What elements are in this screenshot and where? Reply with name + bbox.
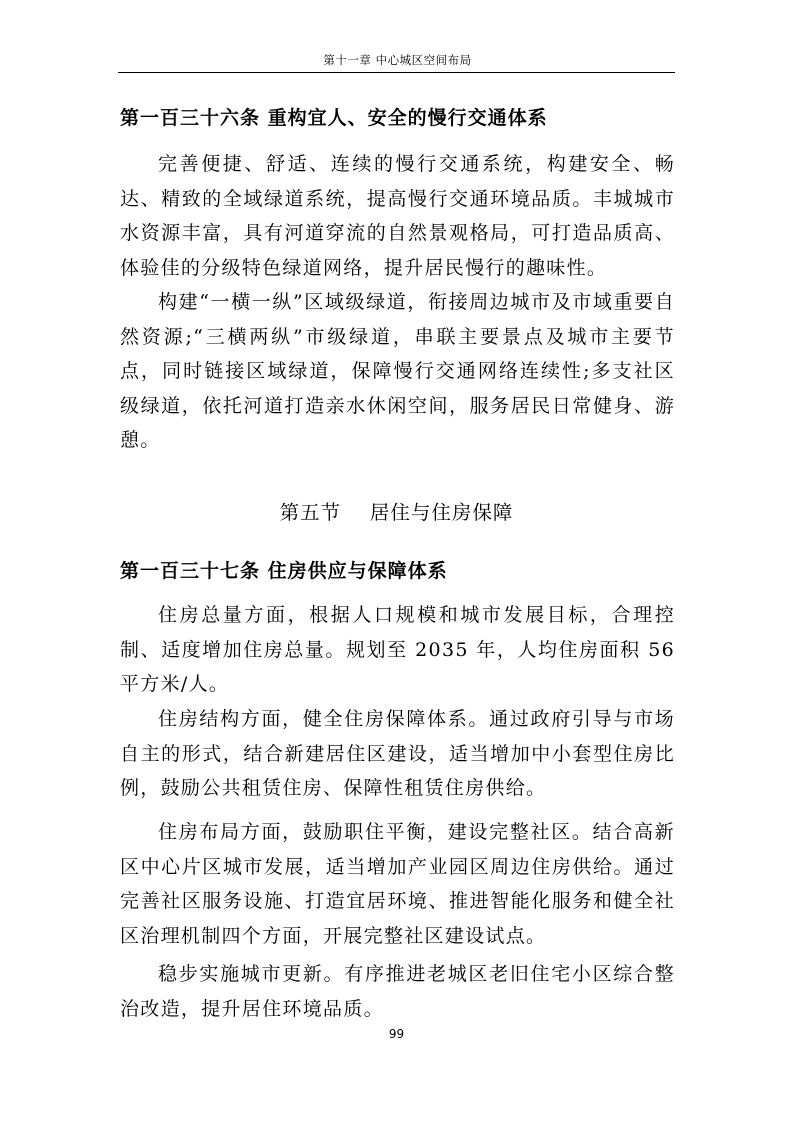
article-137-heading: 第一百三十七条 住房供应与保障体系 xyxy=(120,560,448,582)
article-136-paragraph-2: 构建“一横一纵”区域级绿道，衔接周边城市及市域重要自然资源;“三横两纵”市级绿道，串联主要景点及城市主要节点，同时链接区域绿道，保障慢行交通网络连续性;多支社区级绿道，依托河道打造亲水休闲空间，服务居民日常健身、游憩。 xyxy=(120,291,675,451)
page-number: 99 xyxy=(388,1027,405,1041)
running-header: 第十一章 中心城区空间布局 xyxy=(323,53,472,67)
article-137-paragraph-2: 住房结构方面，健全住房保障体系。通过政府引导与市场自主的形式，结合新建居住区建设，适当增加中小套型住房比例，鼓励公共租赁住房、保障性租赁住房供给。 xyxy=(120,708,675,799)
header-divider xyxy=(118,72,675,73)
article-137-paragraph-4: 稳步实施城市更新。有序推进老城区老旧住宅小区综合整治改造，提升居住环境品质。 xyxy=(120,963,675,1020)
article-137-paragraph-1: 住房总量方面，根据人口规模和城市发展目标，合理控制、适度增加住房总量。规划至 2035 年，人均住房面积 56 平方米/人。 xyxy=(120,604,675,695)
article-136-heading: 第一百三十六条 重构宜人、安全的慢行交通体系 xyxy=(120,107,548,129)
article-137-paragraph-3: 住房布局方面，鼓励职住平衡，建设完整社区。结合高新区中心片区城市发展，适当增加产业园区周边住房供给。通过完善社区服务设施、打造宜居环境、推进智能化服务和健全社区治理机制四个方面，开展完整社区建设试点。 xyxy=(120,821,675,947)
article-136-paragraph-1: 完善便捷、舒适、连续的慢行交通系统，构建安全、畅达、精致的全域绿道系统，提高慢行交通环境品质。丰城城市水资源丰富，具有河道穿流的自然景观格局，可打造品质高、体验佳的分级特色绿道网络，提升居民慢行的趣味性。 xyxy=(120,153,675,279)
section-heading: 第五节 居住与住房保障 xyxy=(279,501,514,524)
